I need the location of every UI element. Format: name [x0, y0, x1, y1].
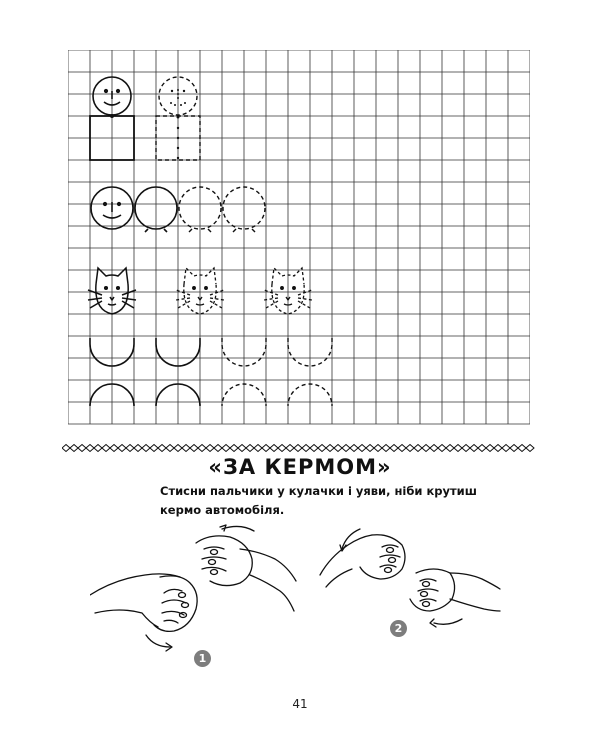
square-top-dot [110, 114, 114, 118]
divider-diamond [134, 445, 142, 452]
divider-diamond [302, 445, 310, 452]
tracing-grid [68, 50, 530, 430]
divider-diamond [86, 445, 94, 452]
step-badge-1: 1 [194, 650, 211, 667]
divider-diamond [310, 445, 318, 452]
left-upper-hand [196, 536, 296, 611]
divider-diamond [366, 445, 374, 452]
divider-diamond [190, 445, 198, 452]
divider-diamond [374, 445, 382, 452]
divider-diamond [206, 445, 214, 452]
decorative-divider [62, 438, 538, 448]
divider-diamond [118, 445, 126, 452]
divider-diamond [526, 445, 534, 452]
divider-diamond [142, 445, 150, 452]
divider-diamond [238, 445, 246, 452]
arrow-icon [222, 526, 254, 531]
page-number: 41 [292, 697, 308, 711]
step-badge-2: 2 [390, 620, 407, 637]
divider-diamond [286, 445, 294, 452]
divider-diamond [494, 445, 502, 452]
divider-diamond [334, 445, 342, 452]
divider-diamond [262, 445, 270, 452]
grid-lines [68, 50, 530, 424]
divider-diamond [382, 445, 390, 452]
exercise-title: «ЗА КЕРМОМ» [208, 455, 392, 479]
fists-illustration [90, 515, 530, 675]
divider-diamond [254, 445, 262, 452]
divider-diamond [270, 445, 278, 452]
divider-diamond [398, 445, 406, 452]
divider-diamond [110, 445, 118, 452]
divider-diamond [446, 445, 454, 452]
divider-diamond [510, 445, 518, 452]
divider-diamond [350, 445, 358, 452]
divider-diamond [102, 445, 110, 452]
divider-diamond [78, 445, 86, 452]
divider-diamond [126, 445, 134, 452]
divider-diamond [174, 445, 182, 452]
arrow-icon-right-lower [434, 619, 462, 624]
divider-diamond [222, 445, 230, 452]
divider-diamond [318, 445, 326, 452]
divider-diamond [70, 445, 78, 452]
divider-diamond [230, 445, 238, 452]
n-arch-solid [90, 384, 200, 406]
divider-diamond [406, 445, 414, 452]
right-lower-hand [410, 569, 500, 611]
divider-diamond [150, 445, 158, 452]
divider-diamond [478, 445, 486, 452]
divider-diamond [422, 445, 430, 452]
grid-svg [68, 50, 530, 430]
instruction-line-2: кермо автомобіля. [160, 503, 285, 517]
divider-diamond [166, 445, 174, 452]
divider-diamond [62, 445, 70, 452]
divider-diamond [198, 445, 206, 452]
divider-diamond [358, 445, 366, 452]
divider-diamond [502, 445, 510, 452]
divider-diamond [246, 445, 254, 452]
divider-diamond [518, 445, 526, 452]
arrow-icon-lower [146, 635, 170, 647]
divider-diamond [414, 445, 422, 452]
u-arch-dashed [222, 338, 332, 366]
divider-diamond [390, 445, 398, 452]
left-lower-hand [90, 574, 197, 632]
divider-diamond [454, 445, 462, 452]
divider-diamond [278, 445, 286, 452]
divider-diamond [438, 445, 446, 452]
divider-diamond [470, 445, 478, 452]
divider-diamond [342, 445, 350, 452]
divider-diamond [214, 445, 222, 452]
u-arch-solid [90, 338, 200, 366]
divider-diamond [294, 445, 302, 452]
divider-diamond [486, 445, 494, 452]
divider-diamond [94, 445, 102, 452]
divider-diamond [462, 445, 470, 452]
diamond-chain-icon [62, 443, 538, 453]
divider-diamond [158, 445, 166, 452]
n-arch-dashed [222, 384, 332, 406]
instruction-line-1: Стисни пальчики у кулачки і уяви, ніби крутиш [160, 484, 477, 498]
divider-diamond [182, 445, 190, 452]
right-upper-hand [320, 535, 405, 587]
fist-hand-illustration [90, 515, 530, 675]
divider-diamond [326, 445, 334, 452]
divider-diamond [430, 445, 438, 452]
